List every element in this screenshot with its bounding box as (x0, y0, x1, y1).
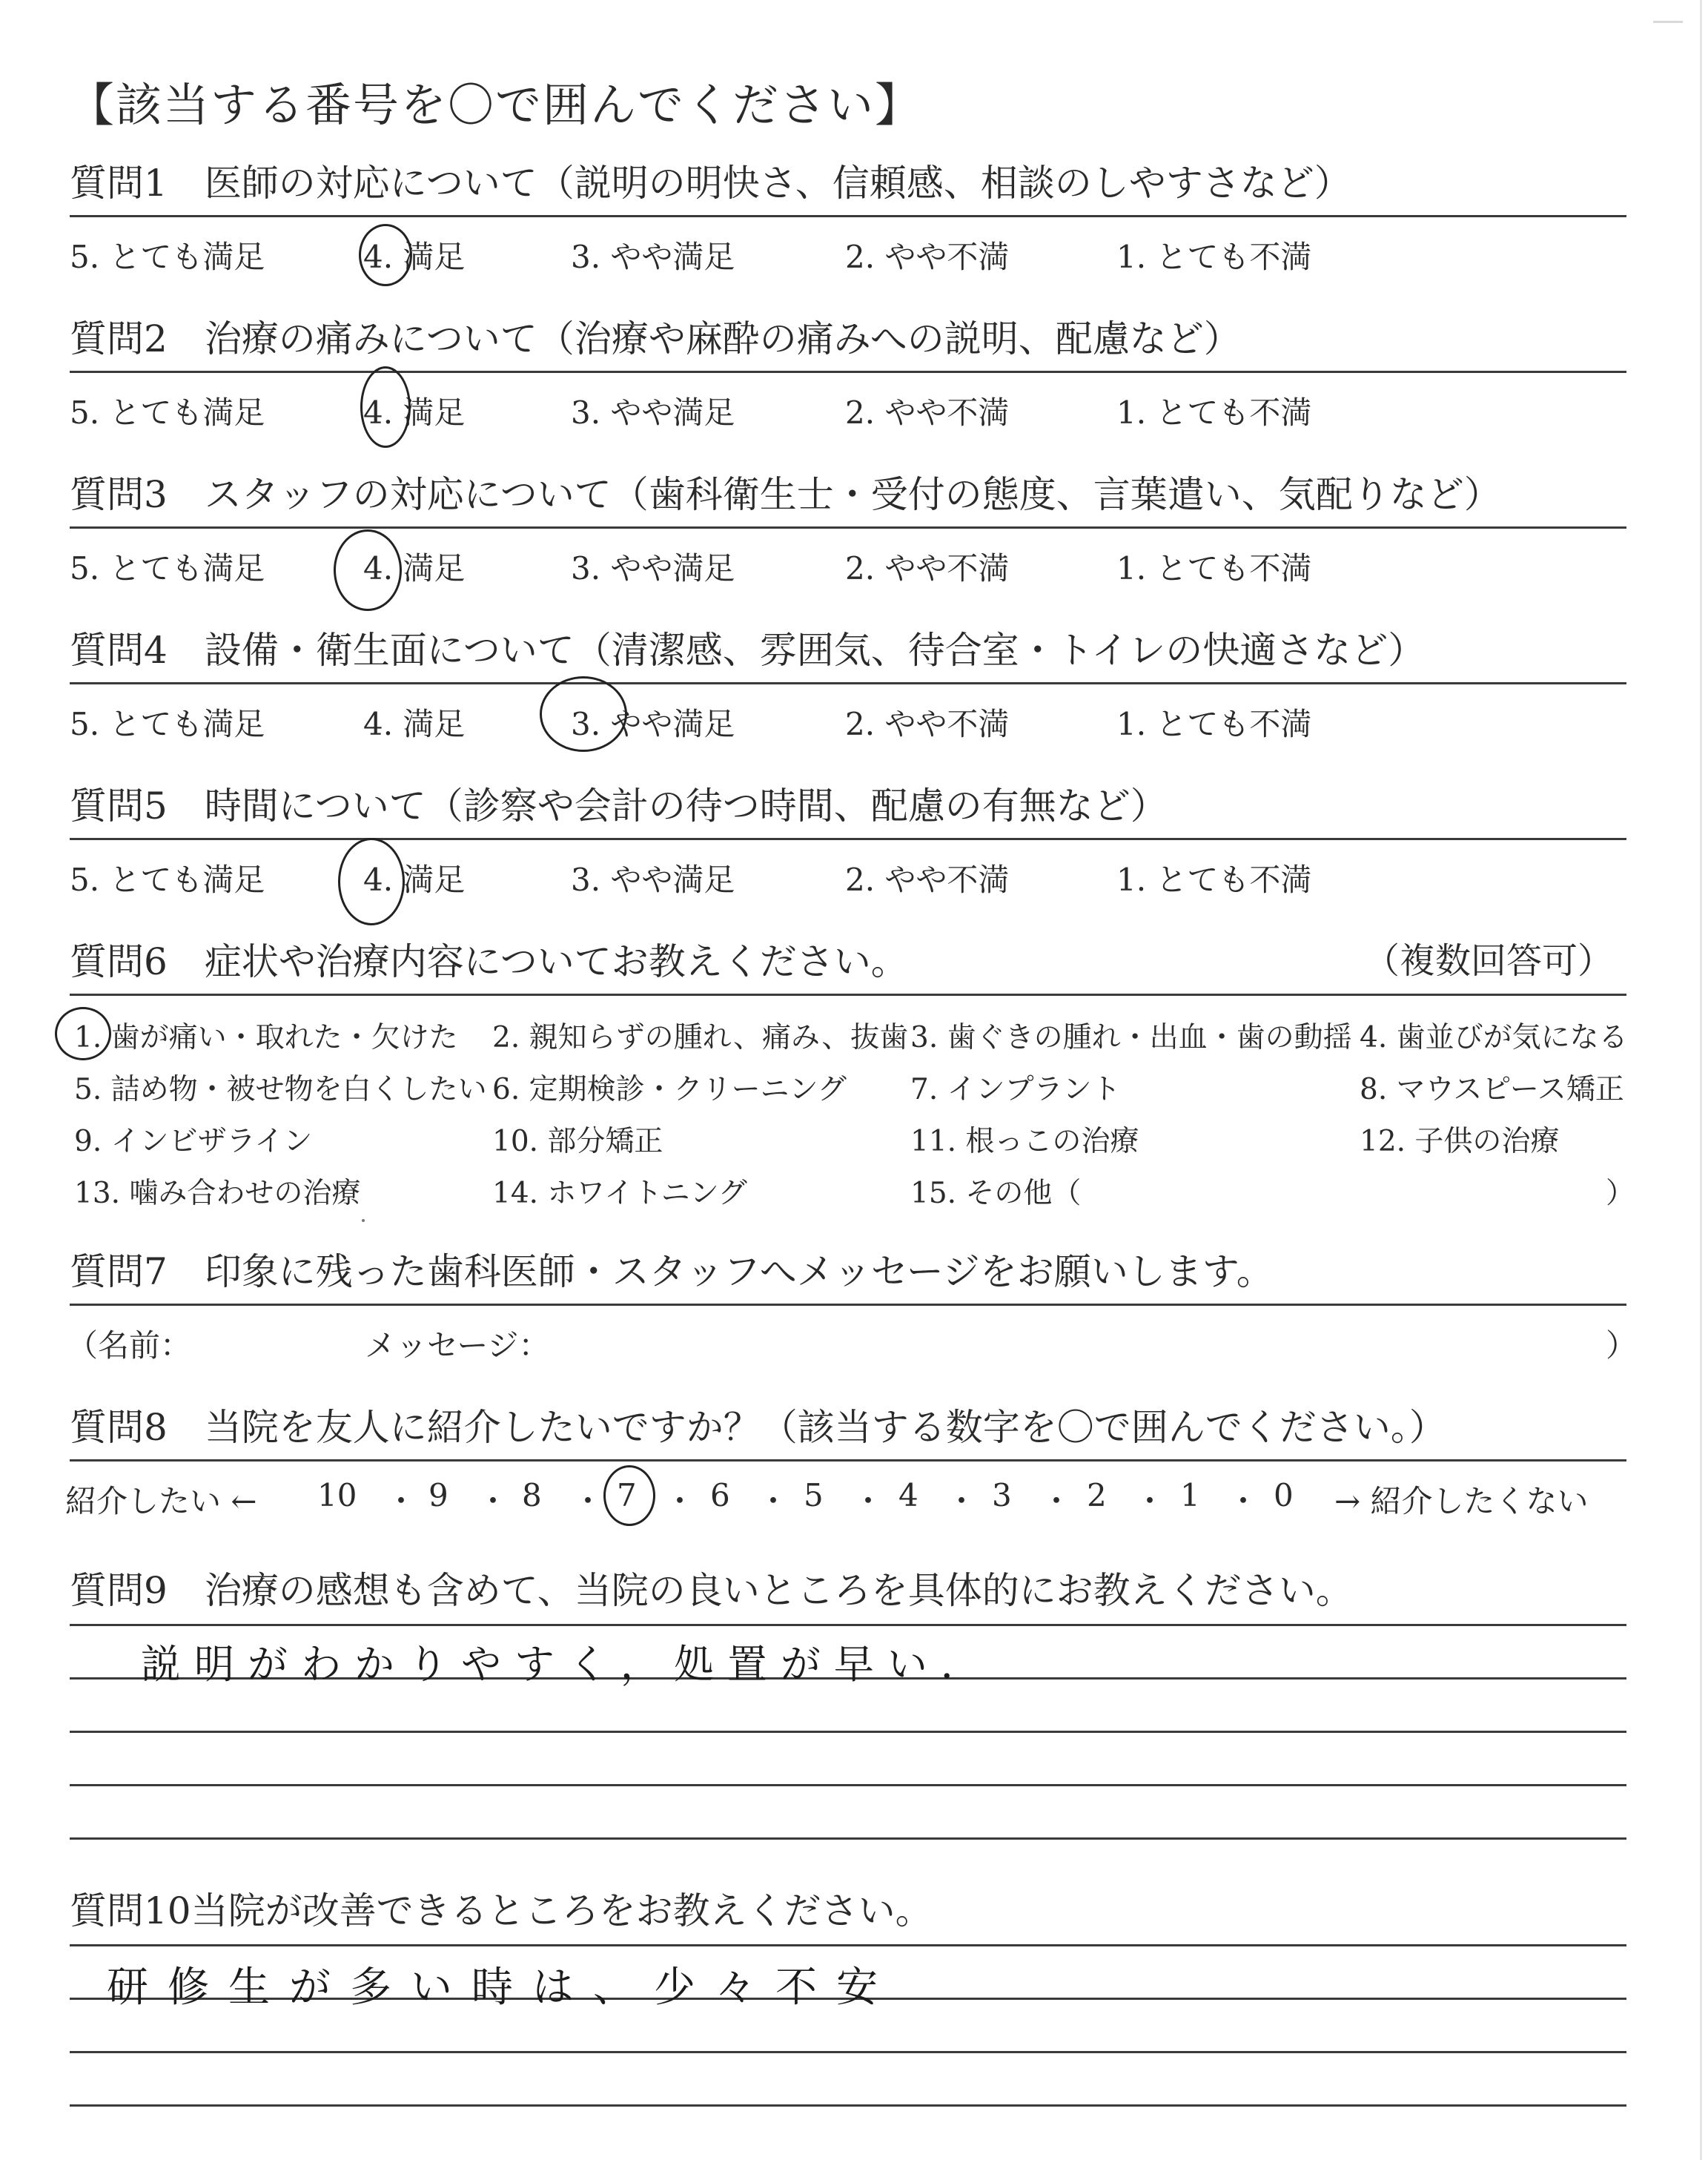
scale-value-1[interactable]: 1 (1180, 1477, 1200, 1513)
symptom-option-7[interactable]: 7. インプラント (910, 1073, 1121, 1106)
scale-value-5[interactable]: 5 (804, 1477, 824, 1513)
option-3[interactable]: 3. やや満足 (571, 239, 735, 275)
question-text: 症状や治療内容についてお教えください。 (204, 940, 908, 983)
question-7 (67, 1250, 1638, 1364)
selection-circle (359, 224, 412, 286)
option-5[interactable]: 5. とても満足 (70, 239, 265, 275)
name-field-label[interactable]: （名前： (67, 1327, 192, 1364)
option-1[interactable]: 1. とても不満 (1116, 394, 1312, 431)
question-label: 質問10 (70, 1889, 191, 1932)
question-rule (70, 526, 1626, 529)
question-2 (70, 317, 1626, 431)
answer-line (70, 2051, 1626, 2053)
option-5[interactable]: 5. とても満足 (70, 550, 265, 587)
question-text: 設備・衛生面について（清潔感、雰囲気、待合室・トイレの快適さなど） (204, 629, 1426, 672)
page-heading: 【該当する番号を〇で囲んでください】 (68, 78, 923, 132)
option-4[interactable]: 4. 満足 (363, 706, 466, 742)
scale-value-3[interactable]: 3 (992, 1477, 1012, 1513)
question-text: 治療の痛みについて（治療や麻酔の痛みへの説明、配慮など） (204, 317, 1241, 360)
question-6 (70, 940, 1635, 1210)
handwritten-answer[interactable]: 研修生が多い時は、少々不安 (107, 1964, 897, 2012)
answer-line (70, 1944, 1626, 1946)
symptom-option-4[interactable]: 4. 歯並びが気になる (1360, 1021, 1628, 1054)
option-3[interactable]: 3. やや満足 (571, 394, 735, 431)
question-text: 時間について（診察や会計の待つ時間、配慮の有無など） (204, 785, 1168, 828)
symptom-option-3[interactable]: 3. 歯ぐきの腫れ・出血・歯の動揺 (910, 1021, 1352, 1054)
scale-right-label: → 紹介したくない (1334, 1483, 1589, 1519)
question-rule (70, 1459, 1626, 1462)
question-9 (70, 1569, 1626, 1688)
question-label: 質問5 (70, 785, 168, 828)
question-text: 医師の対応について（説明の明快さ、信頼感、相談のしやすさなど） (204, 162, 1351, 205)
question-1 (70, 162, 1626, 275)
question-rule (70, 1304, 1626, 1306)
scale-value-6[interactable]: 6 (710, 1477, 730, 1513)
question-10 (70, 1889, 1626, 2012)
option-4[interactable]: 4. 満足 (363, 550, 466, 587)
question-rule (70, 371, 1626, 373)
symptom-option-10[interactable]: 10. 部分矯正 (492, 1125, 663, 1158)
symptom-option-8[interactable]: 8. マウスピース矯正 (1360, 1073, 1624, 1106)
symptom-option-2[interactable]: 2. 親知らずの腫れ、痛み、抜歯 (492, 1021, 909, 1054)
symptom-option-5[interactable]: 5. 詰め物・被せ物を白くしたい (74, 1073, 487, 1106)
scale-value-2[interactable]: 2 (1087, 1477, 1107, 1513)
scale-left-label: 紹介したい ← (65, 1483, 257, 1519)
option-2[interactable]: 2. やや不満 (845, 862, 1010, 898)
selection-circle (334, 529, 402, 611)
answer-line (70, 1731, 1626, 1733)
question-4 (70, 629, 1626, 742)
selection-circle (360, 366, 411, 448)
question-label: 質問4 (70, 629, 168, 672)
option-3[interactable]: 3. やや満足 (571, 706, 735, 742)
message-close-paren: ） (1606, 1327, 1638, 1364)
message-field-label[interactable]: メッセージ： (365, 1327, 550, 1364)
symptom-option-15[interactable]: 15. その他（ (910, 1177, 1082, 1210)
question-label: 質問8 (70, 1406, 168, 1449)
recommend-scale: 紹介したい ← 10 ・ 9 ・ 8 ・ 7 ・ 6 ・ 5 ・ 4 ・ 3 ・ 2 ・ 1 ・ 0 → 紹介したくない (65, 1477, 1629, 1522)
selection-circle (540, 676, 627, 752)
question-text: スタッフの対応について（歯科衛生士・受付の態度、言葉遣い、気配りなど） (204, 473, 1501, 516)
symptom-option-9[interactable]: 9. インビザライン (74, 1125, 313, 1158)
answer-line (70, 1624, 1626, 1626)
question-3 (70, 473, 1626, 587)
symptom-option-6[interactable]: 6. 定期検診・クリーニング (492, 1073, 847, 1106)
handwritten-answer[interactable]: 説明がわかりやすく，処置が早い． (141, 1641, 994, 1688)
question-label: 質問9 (70, 1569, 168, 1612)
scale-value-4[interactable]: 4 (898, 1477, 918, 1513)
question-text: 印象に残った歯科医師・スタッフへメッセージをお願いします。 (204, 1250, 1274, 1293)
symptom-option-12[interactable]: 12. 子供の治療 (1360, 1125, 1560, 1158)
selection-circle (55, 1007, 111, 1060)
option-1[interactable]: 1. とても不満 (1116, 706, 1312, 742)
scan-mark (1653, 21, 1683, 23)
question-label: 質問7 (70, 1250, 168, 1293)
symptom-option-11[interactable]: 11. 根っこの治療 (910, 1125, 1139, 1158)
question-rule (70, 838, 1626, 840)
option-1[interactable]: 1. とても不満 (1116, 862, 1312, 898)
option-5[interactable]: 5. とても満足 (70, 394, 265, 431)
scale-value-8[interactable]: 8 (522, 1477, 542, 1513)
question-rule (70, 682, 1626, 684)
option-2[interactable]: 2. やや不満 (845, 550, 1010, 587)
option-5[interactable]: 5. とても満足 (70, 706, 265, 742)
multiple-answer-note: （複数回答可） (1363, 940, 1613, 982)
option-2[interactable]: 2. やや不満 (845, 394, 1010, 431)
question-label: 質問1 (70, 162, 168, 205)
option-1[interactable]: 1. とても不満 (1116, 550, 1312, 587)
option-5[interactable]: 5. とても満足 (70, 862, 265, 898)
symptom-option-14[interactable]: 14. ホワイトニング (492, 1177, 747, 1210)
question-rule (70, 215, 1626, 217)
question-text: 当院が改善できるところをお教えください。 (191, 1889, 933, 1932)
scan-speck (362, 1219, 365, 1222)
question-text: 治療の感想も含めて、当院の良いところを具体的にお教えください。 (204, 1569, 1353, 1612)
question-label: 質問3 (70, 473, 168, 516)
other-close-paren: ） (1606, 1177, 1635, 1210)
selection-circle (603, 1465, 655, 1526)
question-8 (65, 1406, 1626, 1519)
question-text: 当院を友人に紹介したいですか？（該当する数字を〇で囲んでください。） (204, 1406, 1446, 1449)
scale-value-0[interactable]: 0 (1274, 1477, 1294, 1513)
question-label: 質問6 (70, 940, 168, 983)
answer-line (70, 2104, 1626, 2107)
question-label: 質問2 (70, 317, 168, 360)
answer-line (70, 1784, 1626, 1786)
option-3[interactable]: 3. やや満足 (571, 862, 735, 898)
symptom-option-1[interactable]: 1. 歯が痛い・取れた・欠けた (74, 1021, 458, 1054)
option-1[interactable]: 1. とても不満 (1116, 239, 1312, 275)
question-rule (70, 994, 1626, 996)
scale-value-10[interactable]: 10 (317, 1477, 357, 1513)
option-3[interactable]: 3. やや満足 (571, 550, 735, 587)
symptom-option-13[interactable]: 13. 噛み合わせの治療 (74, 1177, 361, 1210)
answer-line (70, 1837, 1626, 1840)
option-4[interactable]: 4. 満足 (363, 239, 466, 275)
question-5 (70, 785, 1626, 898)
scale-value-9[interactable]: 9 (428, 1477, 448, 1513)
scan-edge (1700, 0, 1702, 2160)
option-4[interactable]: 4. 満足 (363, 862, 466, 898)
option-2[interactable]: 2. やや不満 (845, 706, 1010, 742)
option-2[interactable]: 2. やや不満 (845, 239, 1010, 275)
option-4[interactable]: 4. 満足 (363, 394, 466, 431)
scale-value-7[interactable]: 7 (617, 1477, 637, 1513)
selection-circle (338, 838, 405, 925)
